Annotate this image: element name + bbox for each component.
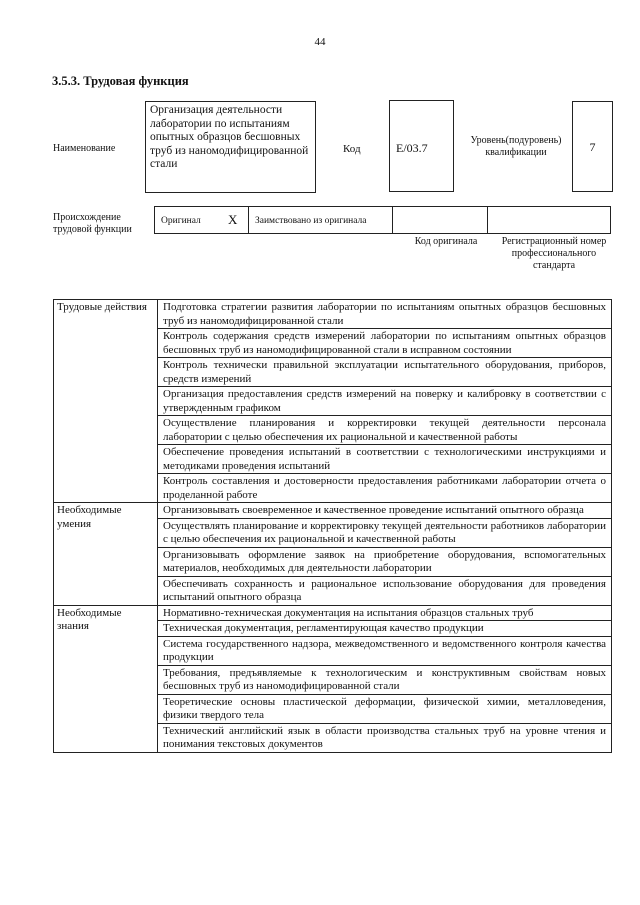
origin-label: Происхождение трудовой функции: [53, 212, 132, 235]
code-original-label: Код оригинала: [414, 236, 478, 247]
item-cell: Организовывать оформление заявок на приобретение оборудования, вспомогательных материалов, необходимых для деятельности лаборатории: [158, 547, 612, 576]
item-cell: Контроль составления и достоверности предоставления работниками лаборатории отчета о проделанной работе: [158, 474, 612, 503]
borrowed-label: Заимствовано из оригинала: [255, 216, 367, 226]
category-cell: Необходимые знания: [54, 605, 158, 752]
level-box: 7: [572, 101, 613, 192]
item-cell: Требования, предъявляемые к технологическим и конструктивным свойствам новых бесшовных труб из наномодифицированной стали: [158, 665, 612, 694]
item-cell: Теоретические основы пластической деформации, физической химии, металловедения, физики твердого тела: [158, 694, 612, 723]
item-cell: Система государственного надзора, межведомственного и ведомственного контроля качества продукции: [158, 636, 612, 665]
code-box: E/03.7: [389, 100, 454, 192]
reg-number-label: Регистрационный номер профессионального стандарта: [501, 236, 607, 271]
item-cell: Осуществлять планирование и корректировку текущей деятельности работников лаборатории с целью обеспечения их рациональной и качественной работы: [158, 518, 612, 547]
table-row: [54, 605, 612, 621]
level-label: Уровень(подуровень) квалификации: [470, 135, 562, 158]
page-number: 44: [314, 36, 326, 48]
item-cell: Нормативно-техническая документация на испытания образцов стальных труб: [158, 605, 612, 621]
item-cell: Подготовка стратегии развития лаборатории по испытаниям опытных образцов бесшовных труб из наномодифицированной стали: [158, 300, 612, 329]
item-cell: Техническая документация, регламентирующая качество продукции: [158, 621, 612, 637]
item-cell: Обеспечивать сохранность и рациональное использование оборудования для проведения испытаний опытного образца: [158, 576, 612, 605]
item-cell: Контроль содержания средств измерений лаборатории по испытаниям опытных образцов бесшовных труб из наномодифицированной стали в исправном состоянии: [158, 329, 612, 358]
function-details-table: [53, 299, 612, 753]
item-cell: Контроль технически правильной эксплуатации испытательного оборудования, приборов, средств измерений: [158, 358, 612, 387]
category-cell: Необходимые умения: [54, 503, 158, 606]
code-original-cell: [392, 206, 488, 234]
table-row: [54, 503, 612, 519]
code-label: Код: [343, 143, 361, 155]
borrowed-cell: [248, 206, 393, 234]
name-label: Наименование: [53, 143, 116, 154]
item-cell: Осуществление планирования и корректировки текущей деятельности персонала лаборатории с целью обеспечения их рациональной и качественной работы: [158, 416, 612, 445]
section-title: 3.5.3. Трудовая функция: [52, 74, 189, 88]
original-mark: X: [228, 212, 238, 227]
item-cell: Обеспечение проведения испытаний в соответствии с технологическими инструкциями и методиками проведения испытаний: [158, 445, 612, 474]
item-cell: Технический английский язык в области производства стальных труб на уровне чтения и понимания текстовых документов: [158, 723, 612, 752]
reg-number-cell: [487, 206, 611, 234]
function-name-box: Организация деятельности лаборатории по испытаниям опытных образцов бесшовных труб из наномодифицированной стали: [145, 101, 316, 193]
item-cell: Организация предоставления средств измерений на поверку и калибровку в соответствии с утвержденным графиком: [158, 387, 612, 416]
item-cell: Организовывать своевременное и качественное проведение испытаний опытного образца: [158, 503, 612, 519]
category-cell: Трудовые действия: [54, 300, 158, 503]
origin-row: [154, 206, 611, 234]
original-label: Оригинал: [161, 216, 201, 226]
table-row: [54, 300, 612, 329]
